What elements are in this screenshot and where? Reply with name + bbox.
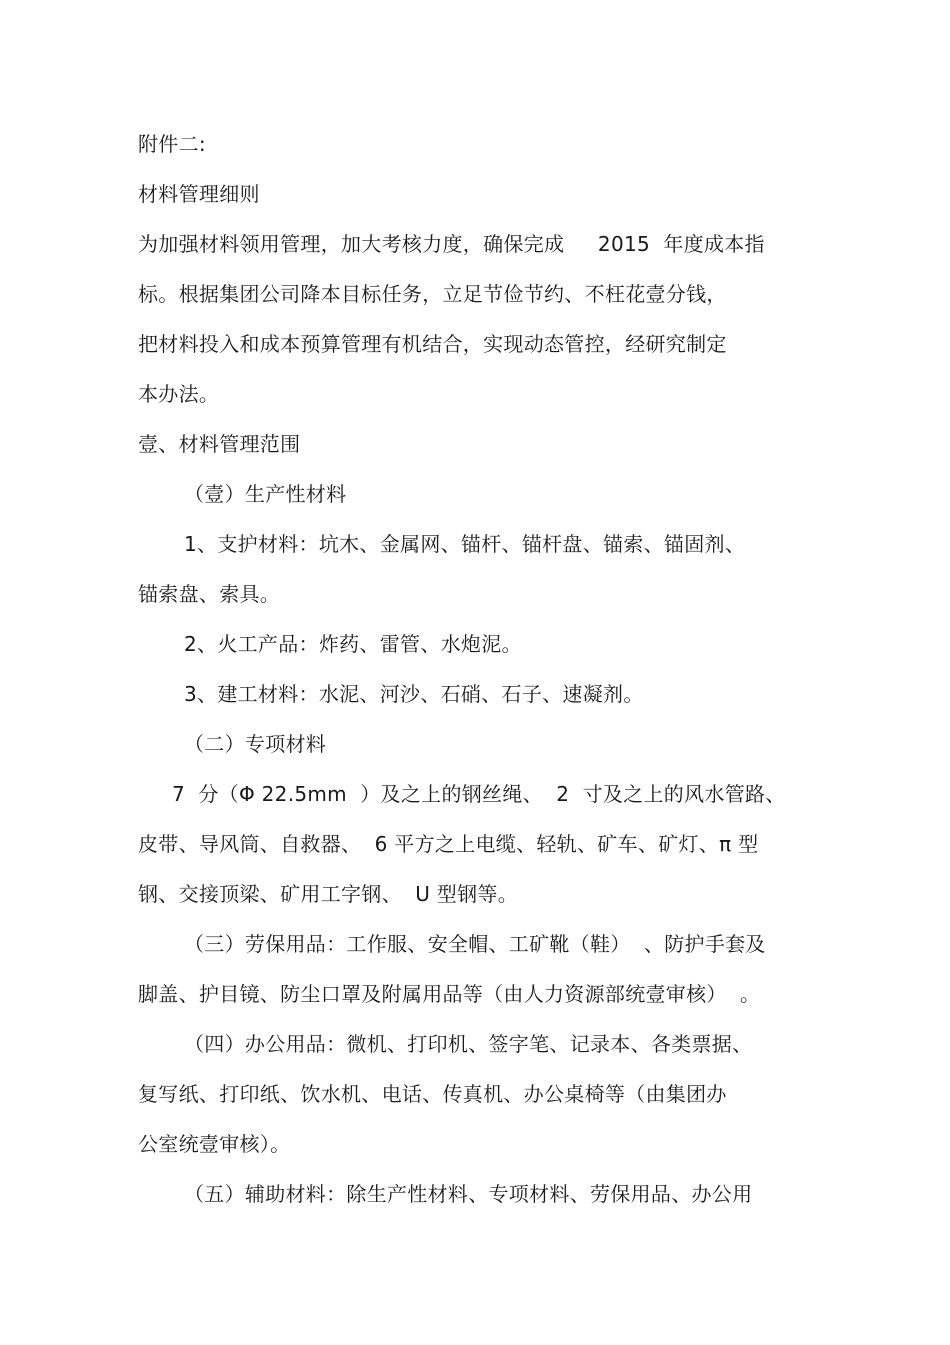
list-item: 1、支护材料：坑木、金属网、锚杆、锚杆盘、锚索、锚固剂、 (184, 532, 746, 556)
paragraph-line: 钢、交接顶梁、矿用工字钢、 U 型钢等。 (138, 882, 519, 906)
list-item-continuation: 锚索盘、索具。 (138, 582, 281, 606)
attachment-label: 附件二: (138, 132, 206, 156)
subsection-heading: （五）辅助材料：除生产性材料、专项材料、劳保用品、办公用 (184, 1182, 753, 1206)
paragraph-line: 复写纸、打印纸、饮水机、电话、传真机、办公桌椅等（由集团办 (138, 1082, 727, 1106)
section-heading: 壹、材料管理范围 (138, 432, 301, 456)
paragraph-line: 把材料投入和成本预算管理有机结合，实现动态管控，经研究制定 (138, 332, 727, 356)
subsection-heading: （二）专项材料 (184, 732, 327, 756)
paragraph-line: 本办法。 (138, 382, 220, 406)
list-item: 3、建工材料：水泥、河沙、石硝、石子、速凝剂。 (184, 682, 644, 706)
paragraph-line: 皮带、导风筒、自救器、 6 平方之上电缆、轻轨、矿车、矿灯、π 型 (138, 832, 759, 856)
paragraph-line: 7 分（Φ 22.5mm ）及之上的钢丝绳、 2 寸及之上的风水管路、 (172, 782, 786, 806)
subsection-heading: （壹）生产性材料 (184, 482, 347, 506)
paragraph-line: 公室统壹审核）。 (138, 1132, 291, 1156)
document-title: 材料管理细则 (138, 182, 260, 206)
paragraph-line: 脚盖、护目镜、防尘口罩及附属用品等（由人力资源部统壹审核） 。 (138, 982, 761, 1006)
paragraph-line: 为加强材料领用管理，加大考核力度，确保完成 2015 年度成本指 (138, 232, 765, 256)
paragraph-line: 标。根据集团公司降本目标任务，立足节俭节约、不枉花壹分钱， (138, 282, 727, 306)
subsection-heading: （三）劳保用品：工作服、安全帽、工矿靴（鞋） 、防护手套及 (184, 932, 766, 956)
list-item: 2、火工产品：炸药、雷管、水炮泥。 (184, 632, 522, 656)
subsection-heading: （四）办公用品：微机、打印机、签字笔、记录本、各类票据、 (184, 1032, 753, 1056)
